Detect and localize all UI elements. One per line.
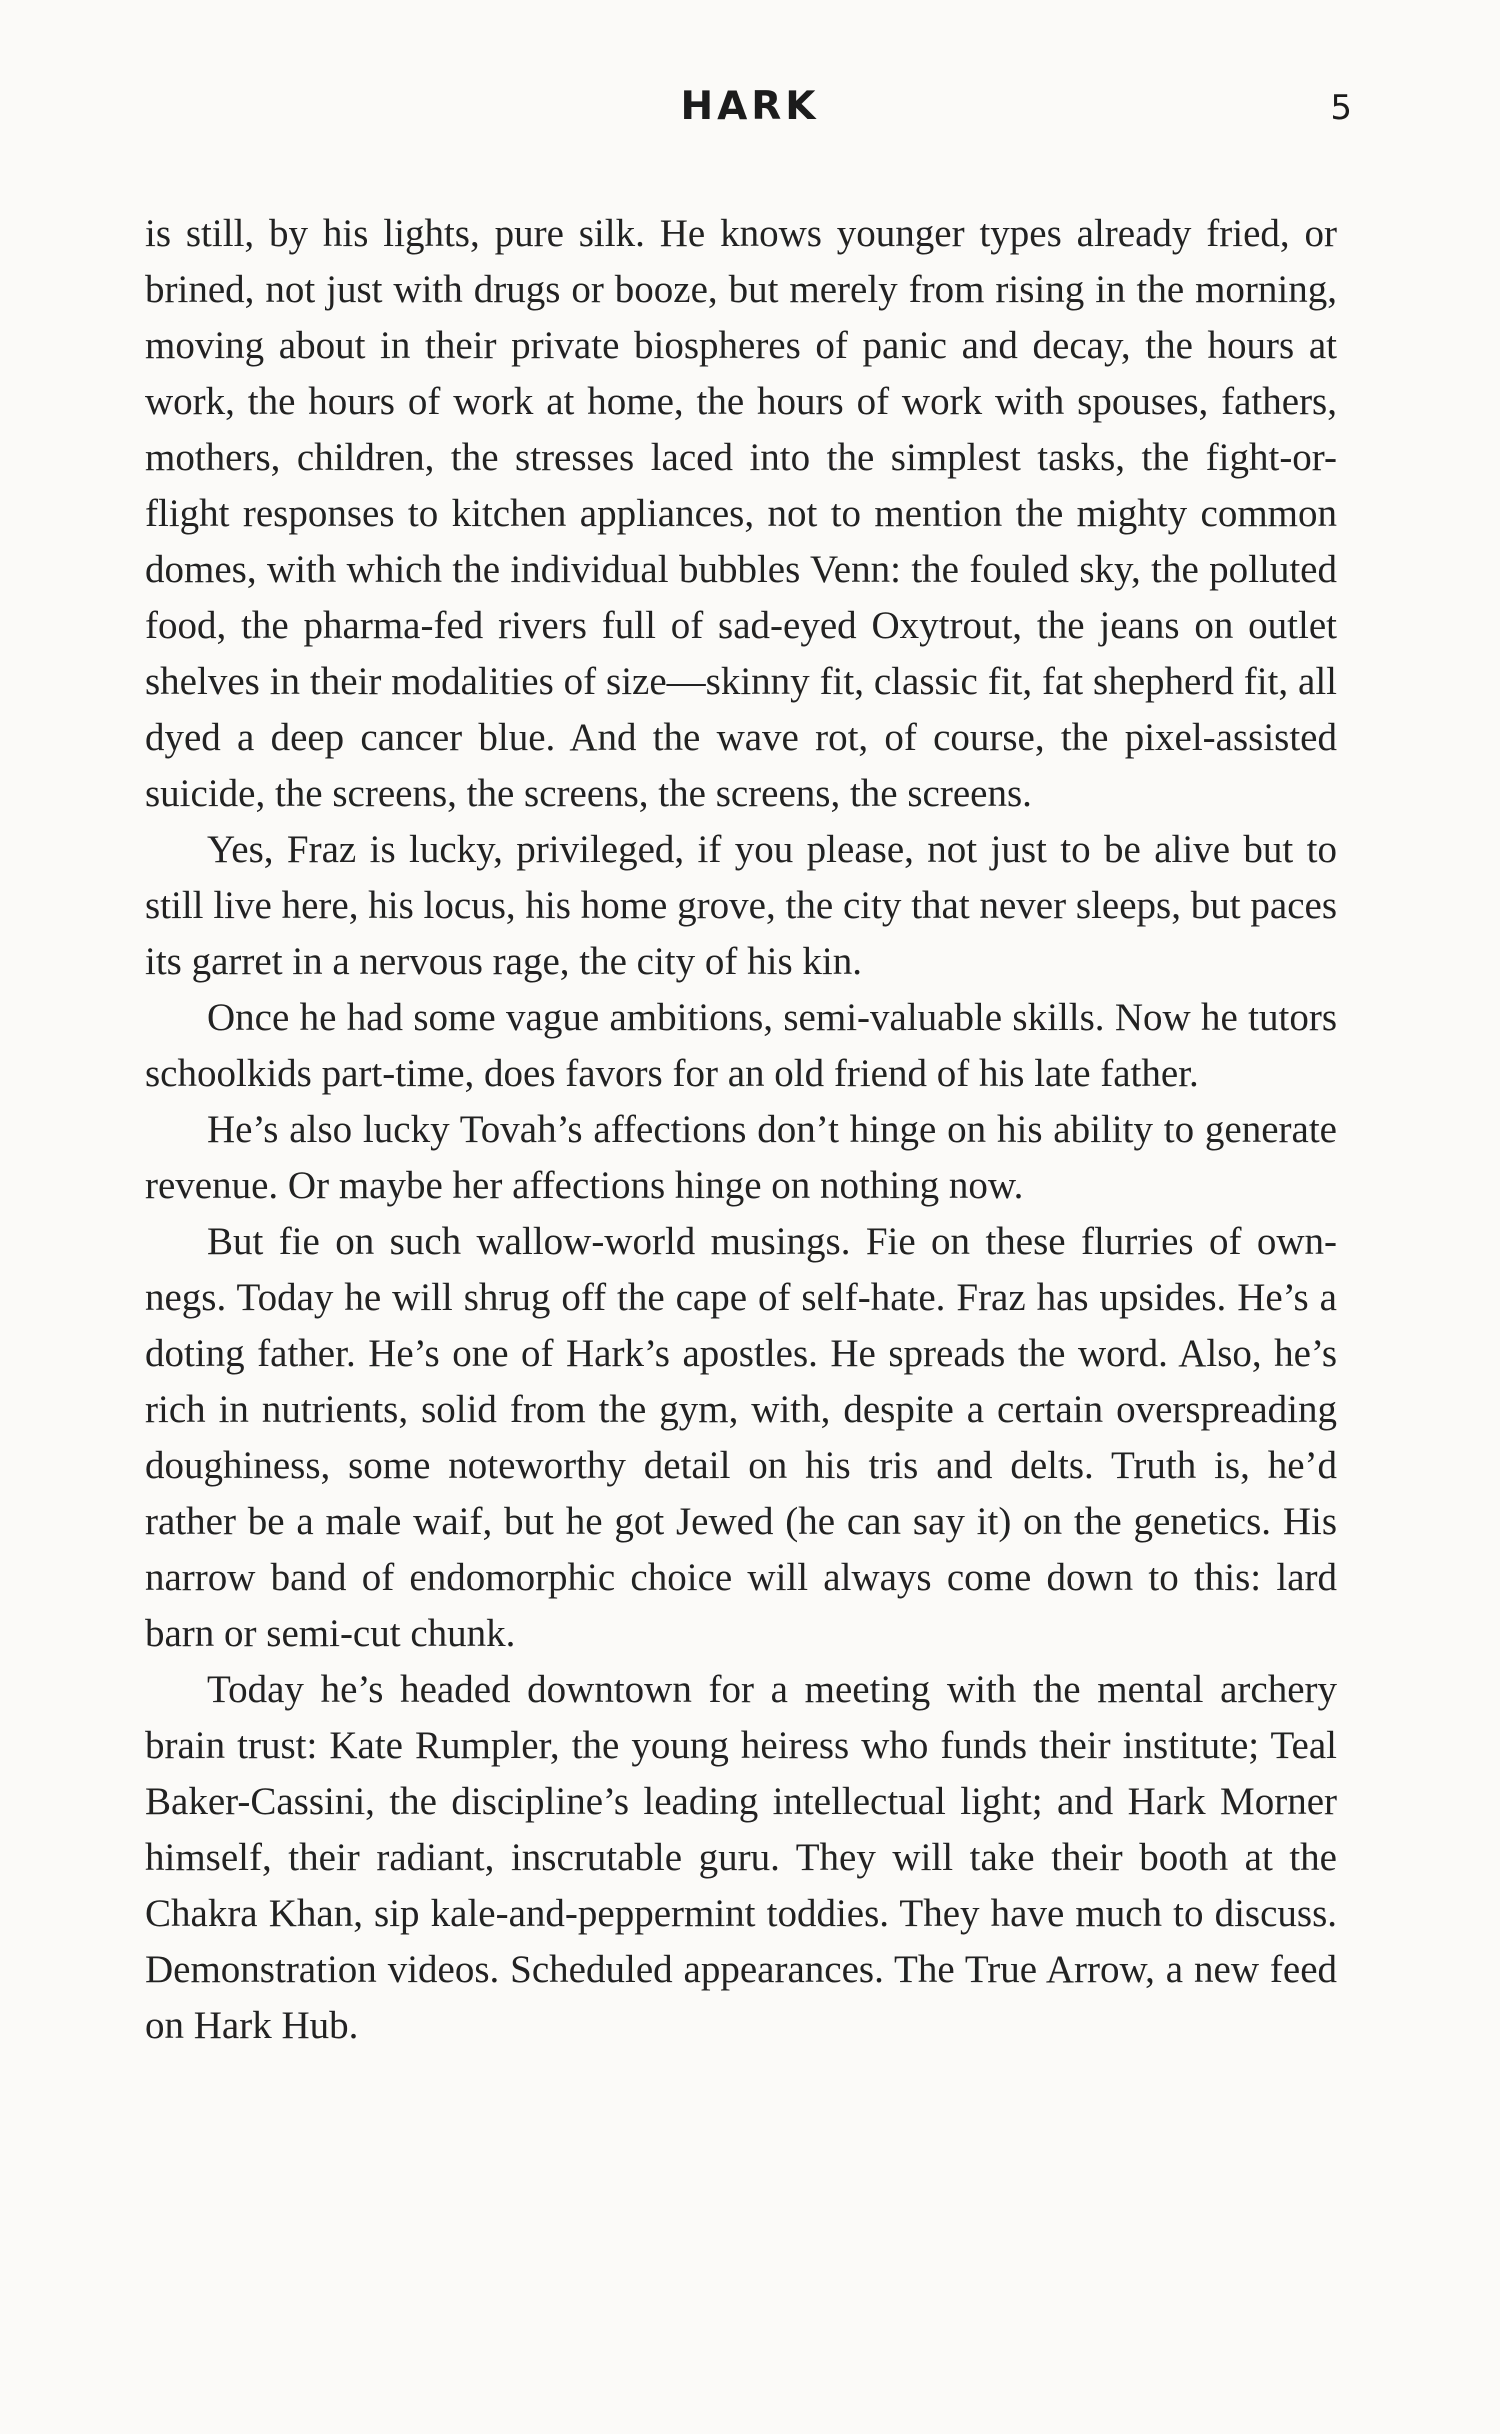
running-head [0,84,1500,144]
paragraph: He’s also lucky Tovah’s affections don’t hinge on his ability to generate revenue. Or maybe her affections hinge on nothing now. [145,1108,1337,1207]
running-title: HARK [680,84,820,129]
paragraph: Yes, Fraz is lucky, privileged, if you please, not just to be alive but to still live here, his locus, his home grove, the city that never sleeps, but paces its garret in a nervous rage, the city of his kin. [145,828,1337,983]
paragraph: Today he’s headed downtown for a meeting with the mental archery brain trust: Kate Rumpler, the young heiress who funds their institute; Teal Baker-Cassini, the discipline’s leading intellectual light; and Hark Morner himself, their radiant, inscrutable guru. They will take their booth at the Chakra Khan, sip kale-and-peppermint toddies. They have much to discuss. Demonstration videos. Scheduled appearances. The True Arrow, a new feed on Hark Hub. [145,1668,1337,2047]
paragraph: But fie on such wallow-world musings. Fie on these flurries of own-negs. Today he will shrug off the cape of self-hate. Fraz has upsides. He’s a doting father. He’s one of Hark’s apostles. He spreads the word. Also, he’s rich in nutrients, solid from the gym, with, despite a certain overspreading doughiness, some noteworthy detail on his tris and delts. Truth is, he’d rather be a male waif, but he got Jewed (he can say it) on the genetics. His narrow band of endomorphic choice will always come down to this: lard barn or semi-cut chunk. [145,1220,1337,1655]
paragraph-continued: is still, by his lights, pure silk. He knows younger types already fried, or brined, not just with drugs or booze, but merely from rising in the morning, moving about in their private biospheres of panic and decay, the hours at work, the hours of work at home, the hours of work with spouses, fathers, mothers, children, the stresses laced into the simplest tasks, the fight-or-flight responses to kitchen appliances, not to mention the mighty common domes, with which the individual bubbles Venn: the fouled sky, the polluted food, the pharma-fed rivers full of sad-eyed Oxytrout, the jeans on outlet shelves in their modalities of size—skinny fit, classic fit, fat shepherd fit, all dyed a deep cancer blue. And the wave rot, of course, the pixel-assisted suicide, the screens, the screens, the screens, the screens. [145,212,1337,815]
body-text [145,206,1337,2054]
page-number: 5 [1330,88,1352,128]
paragraph: Once he had some vague ambitions, semi-valuable skills. Now he tutors schoolkids part-time, does favors for an old friend of his late father. [145,996,1337,1095]
